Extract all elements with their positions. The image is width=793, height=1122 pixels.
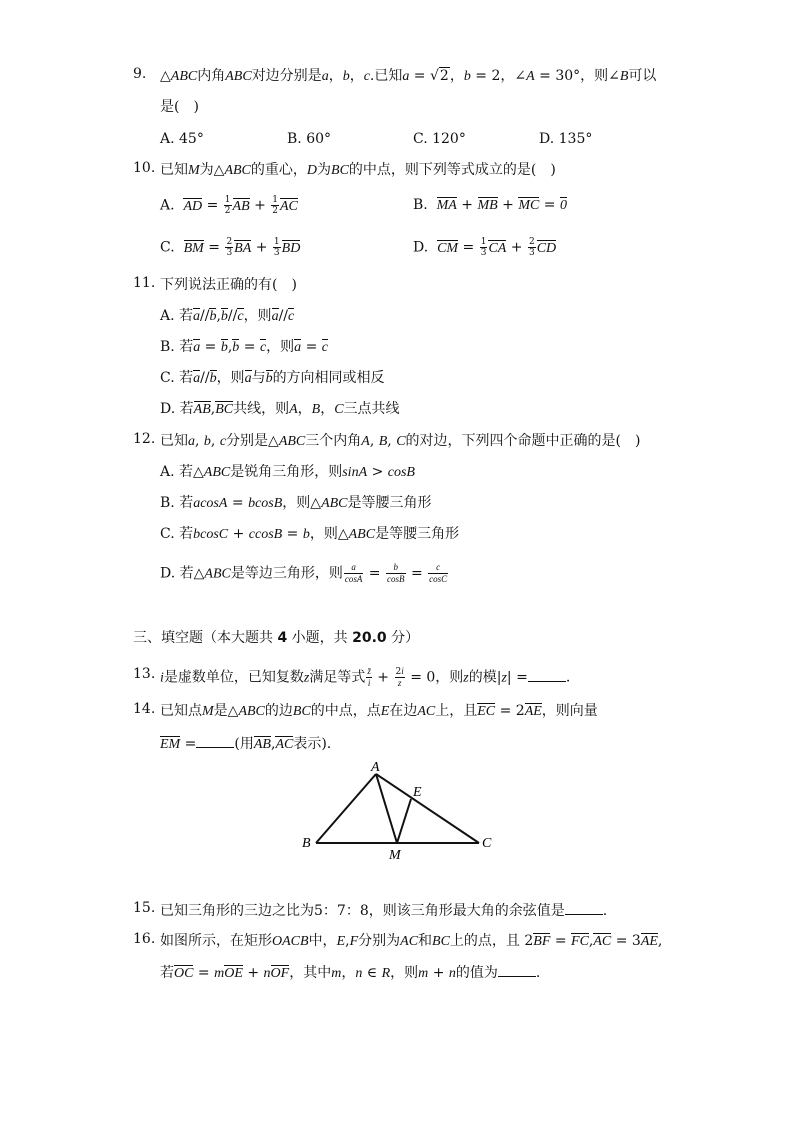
label-e: E (413, 785, 422, 800)
q14-number: 14. (133, 701, 156, 717)
segment-ac (376, 774, 479, 843)
q9-option-b: B. 60° (287, 131, 332, 147)
q9-option-c: C. 120° (413, 131, 466, 147)
q16-stem: 如图所示，在矩形OACB中，E,F分别为AC和BC上的点，且 2BF = FC,AC = 3AE, (160, 933, 663, 949)
q13-answer-blank[interactable] (528, 667, 566, 682)
q15-number: 15. (133, 900, 156, 916)
q15-answer-blank[interactable] (565, 900, 603, 915)
q12-option-a: A. 若△ABC是锐角三角形，则sinA > cosB (160, 464, 415, 480)
q12-stem: 已知a, b, c分别是△ABC三个内角A, B, C的对边，下列四个命题中正确的是( ) (160, 433, 641, 449)
q9-stem: △ABC内角ABC对边分别是a，b，c.已知a = √2，b = 2，∠A = 30°，则∠B可以 (160, 68, 657, 84)
q11-stem: 下列说法正确的有( ) (160, 277, 297, 293)
q10-option-a: A. AD = $\frac{1}{2}$ AB + $\frac{1}{2}$ AC (160, 195, 298, 216)
q14-triangle-figure (296, 756, 516, 866)
q12-number: 12. (133, 431, 156, 447)
q16-number: 16. (133, 931, 156, 947)
q9-option-a: A. 45° (160, 131, 204, 147)
q10-stem: 已知M为△ABC的重心，D为BC的中点，则下列等式成立的是( ) (160, 162, 556, 178)
label-a: A (371, 760, 380, 775)
q10-number: 10. (133, 160, 156, 176)
q12-option-d: D. 若△ABC是等边三角形，则 $\frac{a}{\cos A}$ = $\frac{b}{\cos B}$ = $\frac{c}{\cos C}$ (160, 562, 448, 584)
q15-stem: 已知三角形的三边之比为5：7：8，则该三角形最大角的余弦值是 . (160, 900, 607, 921)
q14-answer-blank[interactable] (196, 733, 234, 748)
q10-option-d: D. CM = $\frac{1}{3}$ CA + $\frac{2}{3}$ CD (413, 237, 557, 258)
q9-number: 9. (133, 66, 147, 82)
q14-stem-cont: EM = (用AB,AC表示). (160, 733, 331, 754)
q11-number: 11. (133, 275, 156, 291)
q11-option-c: C. 若a//b，则a与b的方向相同或相反 (160, 370, 385, 386)
q11-option-d: D. 若AB,BC共线，则A，B，C三点共线 (160, 401, 400, 417)
q9-option-d: D. 135° (539, 131, 593, 147)
q13-number: 13. (133, 666, 156, 682)
q13-stem: i是虚数单位，已知复数z满足等式 $\frac{z̄}{i}$ + $\frac{2i}{z}$ = 0，则z的模|z| = . (160, 666, 571, 688)
q11-option-b: B. 若a = b,b = c，则a = c (160, 339, 329, 355)
label-b: B (302, 836, 311, 851)
section-3-heading: 三、填空题（本大题共 4 小题，共 20.0 分） (133, 630, 420, 646)
segment-am (376, 774, 397, 843)
segment-ab (316, 774, 376, 843)
segment-em (397, 799, 411, 843)
q9-stem-cont: 是( ) (160, 99, 199, 115)
q10-option-b: B. MA + MB + MC = 0 (413, 197, 567, 213)
q12-option-b: B. 若acosA = bcosB，则△ABC是等腰三角形 (160, 495, 432, 511)
q12-option-c: C. 若bcosC + ccosB = b，则△ABC是等腰三角形 (160, 526, 460, 542)
q10-option-c: C. BM = $\frac{2}{3}$ BA + $\frac{1}{3}$ BD (160, 237, 301, 258)
q14-stem: 已知点M是△ABC的边BC的中点，点E在边AC上，且EC = 2AE，则向量 (160, 703, 598, 719)
q16-answer-blank[interactable] (498, 962, 536, 977)
label-m: M (389, 848, 401, 863)
label-c: C (482, 836, 492, 851)
q11-option-a: A. 若a//b,b//c，则a//c (160, 308, 295, 324)
q16-stem-cont: 若OC = mOE + nOF，其中m，n ∈ R，则m + n的值为 . (160, 962, 540, 984)
